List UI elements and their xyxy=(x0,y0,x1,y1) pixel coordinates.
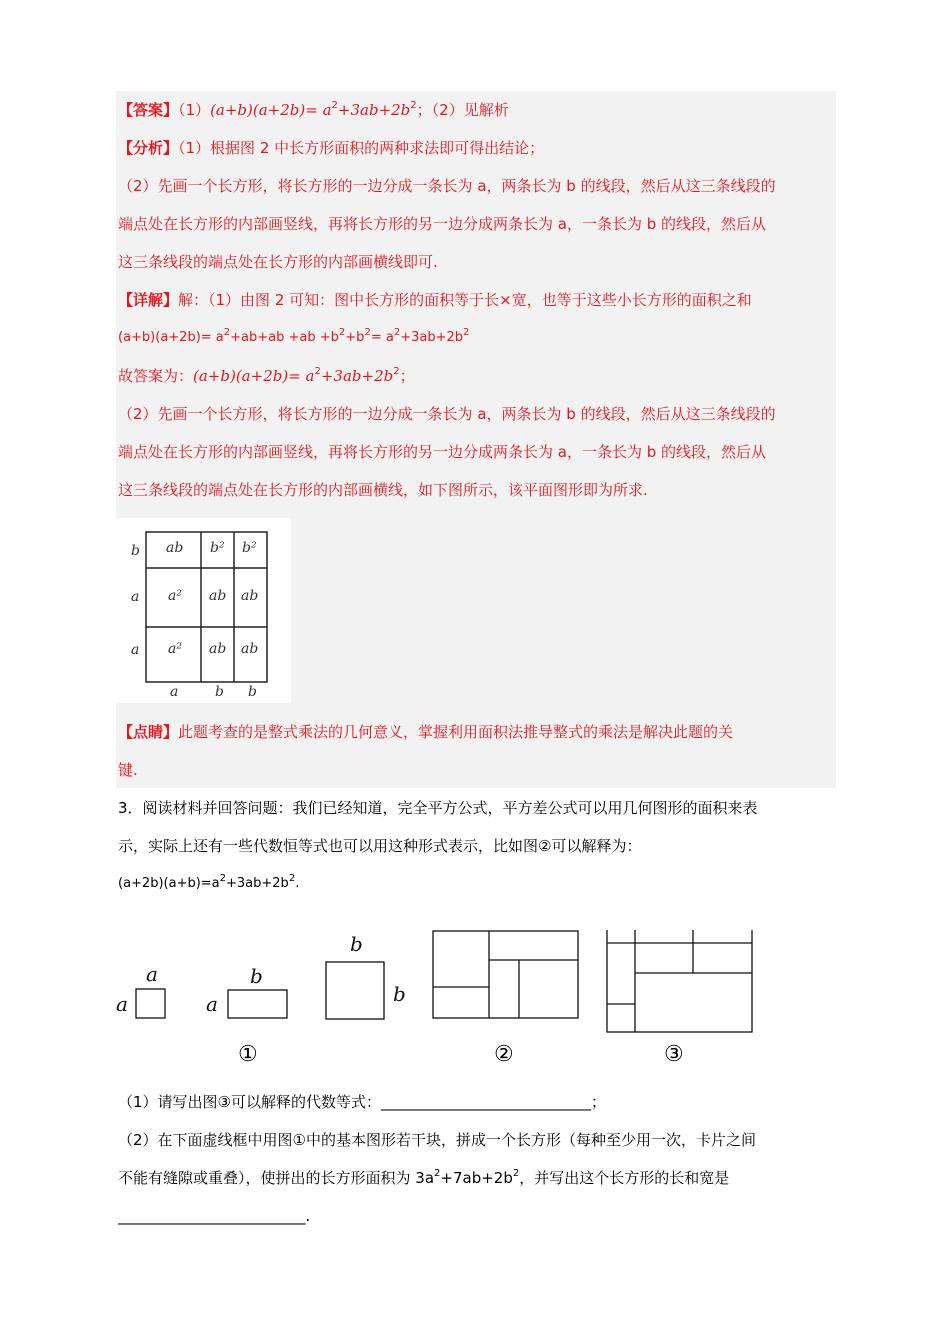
sup: 2 xyxy=(393,366,400,377)
sup: 2 xyxy=(331,100,338,111)
grid-cell: a² xyxy=(168,641,182,657)
expansion-part: +3ab+2b xyxy=(400,330,463,345)
answer-formula-a: a xyxy=(322,101,332,119)
answer-tag: 【答案】 xyxy=(118,101,179,119)
answer-formula-mid: +3ab+2b xyxy=(337,101,411,119)
answer-formula: (a+b)(a+2b)= xyxy=(210,101,323,119)
sup: 2 xyxy=(512,1168,520,1179)
analysis-p2-line1: （2）先画一个长方形，将长方形的一边分成一条长为 a，两条长为 b 的线段，然后从这三条线段的 xyxy=(118,177,776,195)
tile-label: a xyxy=(146,962,158,986)
sup: 2 xyxy=(223,326,231,338)
area-grid-figure xyxy=(116,518,291,703)
big-square-tile xyxy=(326,962,384,1019)
sub1-end: ； xyxy=(591,1093,607,1111)
grid-cell: b² xyxy=(242,540,257,556)
small-square-tile xyxy=(136,989,165,1018)
detail-line1 xyxy=(118,290,752,310)
identity-part: +3ab+2b xyxy=(226,876,289,891)
expansion-part: (a+b)(a+2b)= a xyxy=(118,330,224,345)
row-label: a xyxy=(131,589,140,605)
sub2-blank[interactable]: _________________________ xyxy=(118,1207,306,1225)
figure-3-label: ③ xyxy=(664,1042,684,1067)
analysis-p2-line2: 端点处在长方形的内部画竖线，再将长方形的另一边分成两条长为 a，一条长为 b 的线段，然后从 xyxy=(118,215,767,233)
answer-part2: ；（2）见解析 xyxy=(416,101,509,119)
answer-part1: （1） xyxy=(178,101,211,119)
grid-cell: ab xyxy=(209,588,227,604)
tile-label: b xyxy=(350,932,363,956)
sub2-line3 xyxy=(118,1206,310,1226)
tile-label: b xyxy=(393,982,406,1006)
tile-label: a xyxy=(116,992,128,1016)
grid-cell: ab xyxy=(241,588,259,604)
final-prefix: 故答案为： xyxy=(118,367,194,385)
detail-p2-line1: （2）先画一个长方形，将长方形的一边分成一条长为 a，两条长为 b 的线段，然后从这三条线段的 xyxy=(118,405,776,423)
figure-1-label: ① xyxy=(238,1042,258,1067)
detail-expansion xyxy=(118,328,469,348)
question3-line2: 示，实际上还有一些代数恒等式也可以用这种形式表示，比如图②可以解释为： xyxy=(118,837,642,855)
tile-label: a xyxy=(206,992,218,1016)
sub2-text: 不能有缝隙或重叠），使拼出的长方形面积为 3a xyxy=(118,1169,435,1187)
rect-tile xyxy=(228,990,287,1018)
detail-p2-line3: 这三条线段的端点处在长方形的内部画横线，如下图所示，该平面图形即为所求. xyxy=(118,481,648,499)
col-label: b xyxy=(248,684,257,700)
row-label: a xyxy=(131,642,140,658)
sub2-text: +7ab+2b xyxy=(440,1169,513,1187)
detail-text: 解：（1）由图 2 可知：图中长方形的面积等于长×宽，也等于这些小长方形的面积之和 xyxy=(178,291,752,309)
sub1-blank[interactable]: ____________________________ xyxy=(381,1093,591,1111)
grid-cell: ab xyxy=(166,540,184,556)
grid-cell: a² xyxy=(168,588,182,604)
figure-3 xyxy=(607,930,752,1032)
col-label: b xyxy=(215,684,224,700)
sup: 2 xyxy=(219,872,227,884)
final-end: ； xyxy=(399,367,415,385)
question3-line1: 3．阅读材料并回答问题：我们已经知道，完全平方公式，平方差公式可以用几何图形的面积来表 xyxy=(118,799,758,817)
grid-cell: ab xyxy=(209,641,227,657)
detail-p2-line2: 端点处在长方形的内部画竖线，再将长方形的另一边分成两条长为 a，一条长为 b 的线段，然后从 xyxy=(118,443,767,461)
sub1-prefix: （1）请写出图③可以解释的代数等式： xyxy=(118,1093,381,1111)
grid-cell: ab xyxy=(241,641,259,657)
expansion-part: +ab+ab +ab +b xyxy=(230,330,339,345)
question3-identity xyxy=(118,874,299,894)
tile-label: b xyxy=(250,964,263,988)
comment-text: 此题考查的是整式乘法的几何意义，掌握利用面积法推导整式的乘法是解决此题的关 xyxy=(178,723,734,741)
detail-final-answer xyxy=(118,366,415,386)
sup: 2 xyxy=(463,326,470,338)
grid-cell: b² xyxy=(210,540,225,556)
col-label: a xyxy=(170,684,179,700)
sub2-line2 xyxy=(118,1168,729,1188)
detail-tag: 【详解】 xyxy=(118,291,179,309)
figure-2 xyxy=(433,931,578,1018)
comment-tag: 【点睛】 xyxy=(118,723,179,741)
analysis-text: （1）根据图 2 中长方形面积的两种求法即可得出结论； xyxy=(178,139,545,157)
sup: 2 xyxy=(338,326,346,338)
final-formula: (a+b)(a+2b)= a xyxy=(193,367,315,385)
sup: 2 xyxy=(410,100,417,111)
figure-2-label: ② xyxy=(494,1042,514,1067)
sub2-text: ，并写出这个长方形的长和宽是 xyxy=(519,1169,730,1187)
comment-line1 xyxy=(118,722,733,742)
analysis-line xyxy=(118,138,544,158)
sub2-line1: （2）在下面虚线框中用图①中的基本图形若干块，拼成一个长方形（每种至少用一次，卡片之间 xyxy=(118,1131,756,1149)
sup: 2 xyxy=(364,326,371,338)
sup: 2 xyxy=(314,366,321,377)
sub2-end: . xyxy=(305,1207,311,1225)
identity-part: (a+2b)(a+b)=a xyxy=(118,876,220,891)
row-label: b xyxy=(131,543,140,559)
sup: 2 xyxy=(393,326,401,338)
expansion-part: = a xyxy=(370,330,394,345)
sup: 2 xyxy=(288,872,296,884)
comment-line2: 键. xyxy=(118,761,138,779)
expansion-part: +b xyxy=(345,330,365,345)
analysis-tag: 【分析】 xyxy=(118,139,179,157)
identity-end: . xyxy=(295,876,300,891)
sup: 2 xyxy=(434,1168,441,1179)
answer-line xyxy=(118,100,509,120)
analysis-p2-line3: 这三条线段的端点处在长方形的内部画横线即可. xyxy=(118,253,438,271)
sub1-line xyxy=(118,1092,606,1112)
final-formula-mid: +3ab+2b xyxy=(320,367,394,385)
